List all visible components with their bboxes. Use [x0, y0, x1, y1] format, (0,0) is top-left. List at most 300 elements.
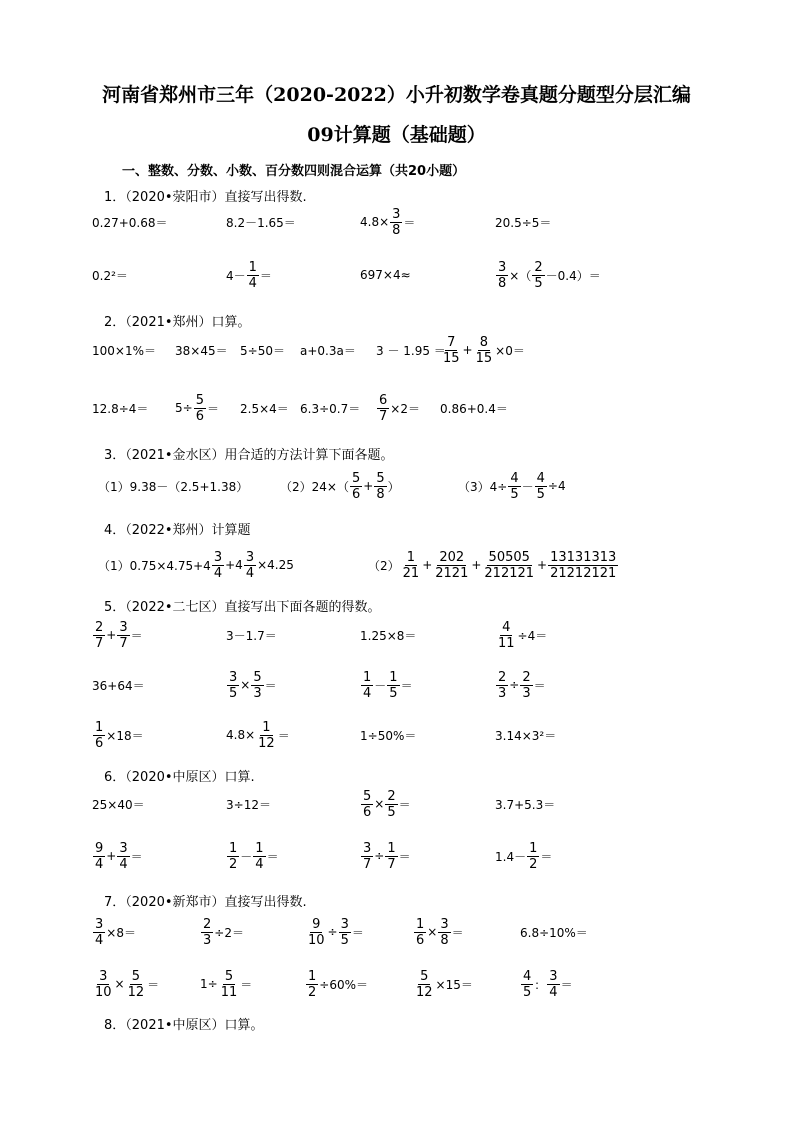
expression-text: ×15＝: [435, 977, 473, 992]
fraction-numerator: 3: [498, 259, 507, 275]
fraction-numerator: 3: [245, 549, 255, 565]
expression-text: ÷: [374, 849, 385, 863]
fraction-denominator: 4: [213, 565, 223, 581]
math-expression: [92, 715, 144, 755]
fraction: [377, 393, 389, 424]
expression-text: ：: [534, 977, 547, 992]
fraction-denominator: 7: [363, 856, 372, 872]
math-expression: [226, 202, 296, 242]
fraction-numerator: 3: [229, 669, 238, 685]
expression-text: ＝: [400, 678, 413, 693]
math-expression: [280, 466, 400, 506]
expression-text: ＝: [277, 728, 290, 743]
fraction-denominator: 3: [203, 932, 212, 948]
question-header: 4．（2022•郑州）计算题: [104, 523, 251, 538]
fraction-numerator: 6: [379, 392, 388, 408]
expression-text: 0.86+0.4＝: [440, 401, 508, 416]
math-expression: [226, 715, 290, 755]
expression-text: ＝: [533, 678, 546, 693]
expression-text: ×（: [509, 268, 532, 283]
fraction-numerator: 1: [529, 840, 538, 856]
fraction: [548, 550, 618, 581]
math-expression: [360, 715, 416, 755]
math-expression: [92, 255, 128, 295]
math-expression: [376, 330, 446, 370]
expression-text: 3÷12＝: [226, 797, 271, 812]
fraction-numerator: 2: [534, 259, 543, 275]
expression-text: 25×40＝: [92, 797, 145, 812]
fraction: [251, 670, 263, 701]
fraction-denominator: 5: [534, 275, 543, 291]
expression-text: 4－: [226, 268, 246, 283]
fraction-numerator: 9: [312, 916, 321, 932]
fraction: [387, 670, 399, 701]
expression-text: （1）0.75×4.75+4: [98, 558, 211, 573]
fraction-numerator: 3: [340, 916, 349, 932]
fraction-numerator: 3: [213, 549, 223, 565]
fraction: [496, 260, 508, 291]
section-heading: 一、整数、分数、小数、百分数四则混合运算（共20小题）: [122, 164, 466, 179]
expression-text: ＝: [351, 925, 364, 940]
fraction-numerator: 3: [363, 840, 372, 856]
fraction-denominator: 5: [340, 932, 349, 948]
fraction: [441, 335, 462, 366]
math-expression: [495, 836, 552, 876]
fraction-denominator: 10: [308, 932, 325, 948]
fraction: [474, 335, 495, 366]
expression-text: 5÷50＝: [240, 343, 285, 358]
fraction: [253, 841, 265, 872]
math-expression: [376, 388, 420, 428]
fraction: [93, 620, 105, 651]
fraction: [126, 969, 147, 1000]
math-expression: [360, 784, 411, 824]
expression-text: 697×4≈: [360, 268, 411, 282]
fraction-denominator: 5: [523, 984, 532, 1000]
fraction-numerator: 3: [549, 968, 558, 984]
math-expression: [458, 466, 566, 506]
fraction-denominator: 4: [248, 275, 257, 291]
fraction-denominator: 4: [119, 856, 128, 872]
fraction: [227, 670, 239, 701]
fraction-denominator: 21: [402, 565, 420, 581]
expression-text: +: [471, 558, 482, 572]
fraction-denominator: 3: [253, 685, 262, 701]
fraction: [527, 841, 539, 872]
expression-text: 1÷50%＝: [360, 728, 417, 743]
question-header: 3．（2021•金水区）用合适的方法计算下面各题。: [104, 448, 394, 463]
math-expression: [368, 545, 619, 585]
expression-text: ＝: [264, 678, 277, 693]
fraction-denominator: 2121: [435, 565, 469, 581]
expression-text: 3.14×3²＝: [495, 728, 557, 743]
expression-text: －: [240, 849, 253, 864]
math-expression: [360, 202, 415, 242]
expression-text: （1）9.38－（2.5+1.38）: [98, 479, 249, 494]
fraction: [433, 550, 470, 581]
math-expression: [413, 912, 464, 952]
fraction: [93, 969, 114, 1000]
fraction-denominator: 2: [529, 856, 538, 872]
fraction-denominator: 7: [379, 408, 388, 424]
fraction-numerator: 1: [248, 259, 257, 275]
fraction-numerator: 4: [502, 619, 511, 635]
fraction-denominator: 12: [127, 984, 145, 1000]
expression-text: ÷4: [547, 479, 566, 493]
expression-text: 4.8×: [226, 728, 256, 742]
fraction: [385, 789, 397, 820]
expression-text: ＝: [451, 925, 464, 940]
expression-text: 3－1.7＝: [226, 628, 277, 643]
question-header: 7．（2020•新郑市）直接写出得数.: [104, 895, 307, 910]
fraction: [93, 720, 105, 751]
fraction: [339, 917, 351, 948]
document-subtitle: 09计算题（基础题）: [307, 124, 486, 146]
fraction-numerator: 5: [363, 788, 372, 804]
fraction: [414, 917, 426, 948]
math-expression: [520, 964, 573, 1004]
expression-text: ÷2＝: [214, 925, 244, 940]
math-expression: [360, 665, 413, 705]
fraction-denominator: 7: [119, 635, 128, 651]
fraction-denominator: 15: [443, 350, 460, 366]
document-title: 河南省郑州市三年（2020-2022）小升初数学卷真题分题型分层汇编: [102, 84, 691, 106]
expression-text: ×8＝: [106, 925, 136, 940]
expression-text: +: [106, 628, 117, 642]
expression-text: ＝: [147, 977, 160, 992]
math-expression: [240, 330, 285, 370]
fraction-numerator: 4: [536, 470, 545, 486]
fraction: [93, 841, 105, 872]
expression-text: 5÷: [175, 401, 193, 415]
expression-text: 1÷: [200, 977, 218, 991]
math-expression: [226, 615, 277, 655]
expression-text: ＝: [259, 268, 272, 283]
fraction-numerator: 3: [119, 840, 128, 856]
math-expression: [440, 388, 508, 428]
fraction-numerator: 5: [224, 968, 234, 984]
expression-text: +: [462, 343, 473, 357]
math-expression: [175, 330, 228, 370]
expression-text: ＝: [398, 797, 411, 812]
fraction-numerator: 1: [406, 549, 416, 565]
fraction: [508, 471, 520, 502]
fraction: [496, 620, 517, 651]
math-expression: [92, 836, 143, 876]
expression-text: ＝: [206, 401, 219, 416]
expression-text: 2.5×4＝: [240, 401, 289, 416]
expression-text: +: [106, 849, 117, 863]
expression-text: －0.4）＝: [545, 268, 601, 283]
fraction-denominator: 3: [522, 685, 531, 701]
math-expression: [495, 784, 555, 824]
expression-text: ÷60%＝: [319, 977, 369, 992]
expression-text: 36+64＝: [92, 678, 145, 693]
expression-text: a+0.3a＝: [300, 343, 356, 358]
fraction-numerator: 2: [95, 619, 104, 635]
expression-text: 0.2²＝: [92, 268, 128, 283]
fraction-denominator: 6: [363, 804, 372, 820]
expression-text: －: [374, 678, 387, 693]
fraction-denominator: 5: [389, 685, 398, 701]
fraction: [535, 471, 547, 502]
fraction-denominator: 11: [220, 984, 238, 1000]
expression-text: +: [422, 558, 433, 572]
fraction: [361, 789, 373, 820]
fraction-numerator: 5: [420, 968, 429, 984]
fraction-denominator: 6: [95, 735, 104, 751]
fraction: [117, 620, 129, 651]
expression-text: 12.8÷4＝: [92, 401, 149, 416]
fraction-numerator: 2: [498, 669, 507, 685]
math-expression: [175, 388, 219, 428]
math-expression: [240, 388, 289, 428]
fraction-denominator: 212121: [484, 565, 535, 581]
fraction: [438, 917, 450, 948]
math-expression: [226, 665, 277, 705]
expression-text: ＝: [130, 849, 143, 864]
expression-text: 38×45＝: [175, 343, 228, 358]
fraction-denominator: 2: [308, 984, 317, 1000]
math-expression: [520, 912, 588, 952]
fraction-denominator: 6: [351, 486, 361, 502]
fraction-denominator: 4: [95, 856, 104, 872]
fraction-numerator: 1: [363, 669, 372, 685]
fraction-denominator: 8: [498, 275, 507, 291]
expression-text: ＝: [130, 628, 143, 643]
fraction-numerator: 1: [255, 840, 264, 856]
fraction-denominator: 4: [363, 685, 372, 701]
math-expression: [92, 615, 143, 655]
expression-text: +: [363, 479, 374, 493]
fraction-denominator: 12: [416, 984, 433, 1000]
question-header: 6．（2020•中原区）口算.: [104, 770, 255, 785]
fraction-denominator: 11: [498, 635, 515, 651]
math-expression: [495, 255, 601, 295]
expression-text: ×2＝: [390, 401, 420, 416]
fraction-numerator: 5: [131, 968, 141, 984]
math-expression: [92, 912, 136, 952]
expression-text: ×0＝: [495, 343, 525, 358]
fraction-denominator: 5: [387, 804, 396, 820]
fraction: [93, 917, 105, 948]
math-expression: [305, 964, 368, 1004]
math-expression: [495, 665, 546, 705]
math-expression: [98, 545, 294, 585]
expression-text: 4.8×: [360, 215, 390, 229]
expression-text: ＝: [266, 849, 279, 864]
fraction: [532, 260, 544, 291]
fraction-numerator: 2: [522, 669, 531, 685]
fraction: [361, 841, 373, 872]
math-expression: [92, 784, 145, 824]
math-expression: [92, 665, 145, 705]
fraction-denominator: 15: [475, 350, 493, 366]
fraction: [247, 260, 259, 291]
expression-text: ÷: [327, 925, 338, 939]
fraction-denominator: 2: [229, 856, 238, 872]
expression-text: ＝: [403, 215, 416, 230]
expression-text: （2）24×（: [280, 479, 349, 494]
fraction: [374, 471, 386, 502]
math-expression: [360, 615, 416, 655]
fraction-numerator: 13131313: [550, 549, 617, 565]
fraction-denominator: 3: [498, 685, 507, 701]
expression-text: ＝: [398, 849, 411, 864]
fraction-numerator: 1: [387, 840, 396, 856]
expression-text: ＝: [240, 977, 253, 992]
expression-text: ×18＝: [106, 728, 144, 743]
expression-text: ÷: [509, 678, 520, 692]
expression-text: 6.8÷10%＝: [520, 925, 588, 940]
fraction-numerator: 5: [376, 470, 385, 486]
fraction: [244, 550, 256, 581]
fraction: [482, 550, 536, 581]
expression-text: 1.25×8＝: [360, 628, 417, 643]
fraction: [401, 550, 422, 581]
fraction: [227, 841, 239, 872]
fraction-numerator: 5: [351, 470, 361, 486]
fraction: [219, 969, 240, 1000]
math-expression: [413, 964, 473, 1004]
math-expression: [92, 330, 156, 370]
fraction-numerator: 7: [447, 334, 456, 350]
expression-text: 8.2－1.65＝: [226, 215, 296, 230]
fraction: [361, 670, 373, 701]
fraction-numerator: 4: [510, 470, 519, 486]
math-expression: [200, 964, 252, 1004]
fraction-numerator: 9: [95, 840, 104, 856]
expression-text: 20.5÷5＝: [495, 215, 552, 230]
math-expression: [360, 255, 411, 295]
fraction: [496, 670, 508, 701]
fraction-numerator: 1: [262, 719, 271, 735]
math-expression: [92, 964, 159, 1004]
expression-text: ×: [374, 797, 385, 811]
math-expression: [300, 330, 356, 370]
fraction-numerator: 3: [392, 206, 401, 222]
expression-text: 3.7+5.3＝: [495, 797, 556, 812]
fraction-denominator: 5: [536, 486, 545, 502]
question-header: 5．（2022•二七区）直接写出下面各题的得数。: [104, 600, 381, 615]
fraction-numerator: 5: [253, 669, 262, 685]
expression-text: 0.27+0.68＝: [92, 215, 168, 230]
math-expression: [495, 715, 556, 755]
expression-text: +4: [225, 558, 243, 572]
fraction-numerator: 1: [229, 840, 238, 856]
fraction: [385, 841, 397, 872]
fraction-denominator: 5: [229, 685, 238, 701]
fraction: [306, 969, 318, 1000]
math-expression: [440, 330, 525, 370]
fraction: [520, 670, 532, 701]
fraction: [350, 471, 362, 502]
fraction: [390, 207, 402, 238]
fraction-numerator: 3: [95, 916, 104, 932]
fraction-denominator: 6: [416, 932, 425, 948]
fraction-denominator: 5: [510, 486, 519, 502]
expression-text: ×4.25: [257, 558, 294, 572]
fraction-denominator: 8: [376, 486, 385, 502]
fraction-numerator: 2: [387, 788, 396, 804]
fraction-numerator: 8: [479, 334, 489, 350]
math-expression: [360, 836, 411, 876]
expression-text: 6.3÷0.7＝: [300, 401, 361, 416]
expression-text: 3 － 1.95 ＝: [376, 343, 446, 358]
fraction-numerator: 1: [389, 669, 398, 685]
fraction-numerator: 50505: [488, 549, 530, 565]
expression-text: ×: [240, 678, 251, 692]
math-expression: [300, 388, 360, 428]
math-expression: [200, 912, 244, 952]
fraction-numerator: 1: [416, 916, 425, 932]
fraction: [414, 969, 435, 1000]
fraction-denominator: 7: [387, 856, 396, 872]
math-expression: [305, 912, 364, 952]
fraction-denominator: 21212121: [550, 565, 617, 581]
expression-text: ×: [114, 977, 125, 991]
fraction: [256, 720, 277, 751]
fraction: [201, 917, 213, 948]
fraction-numerator: 4: [523, 968, 532, 984]
fraction-numerator: 3: [440, 916, 449, 932]
fraction-denominator: 7: [95, 635, 104, 651]
expression-text: ＝: [560, 977, 573, 992]
fraction-numerator: 202: [439, 549, 465, 565]
expression-text: ）: [387, 479, 400, 494]
question-header: 8．（2021•中原区）口算。: [104, 1018, 264, 1033]
fraction: [547, 969, 559, 1000]
expression-text: ＝: [540, 849, 553, 864]
math-expression: [495, 615, 547, 655]
question-header: 2．（2021•郑州）口算。: [104, 315, 251, 330]
fraction-denominator: 12: [258, 735, 275, 751]
math-expression: [92, 202, 168, 242]
fraction: [306, 917, 327, 948]
fraction-denominator: 8: [440, 932, 449, 948]
fraction-denominator: 10: [95, 984, 112, 1000]
fraction-numerator: 5: [195, 392, 204, 408]
expression-text: －: [521, 479, 534, 494]
fraction: [212, 550, 224, 581]
fraction-denominator: 6: [195, 408, 204, 424]
fraction: [521, 969, 533, 1000]
fraction-numerator: 1: [95, 719, 104, 735]
fraction-numerator: 1: [308, 968, 317, 984]
fraction-numerator: 3: [99, 968, 108, 984]
expression-text: ×: [427, 925, 438, 939]
math-expression: [226, 255, 272, 295]
expression-text: 1.4－: [495, 849, 527, 864]
fraction-denominator: 8: [392, 222, 401, 238]
expression-text: ÷4＝: [517, 628, 548, 643]
fraction-numerator: 2: [203, 916, 212, 932]
expression-text: 100×1%＝: [92, 343, 156, 358]
fraction: [117, 841, 129, 872]
question-header: 1．（2020•荥阳市）直接写出得数.: [104, 190, 307, 205]
expression-text: （2）: [368, 558, 400, 573]
fraction: [194, 393, 206, 424]
math-expression: [92, 388, 148, 428]
math-expression: [226, 836, 279, 876]
fraction-denominator: 4: [255, 856, 264, 872]
expression-text: （3）4÷: [458, 479, 508, 494]
fraction-numerator: 3: [119, 619, 128, 635]
math-expression: [98, 466, 248, 506]
fraction-denominator: 4: [245, 565, 255, 581]
expression-text: +: [537, 558, 548, 572]
fraction-denominator: 4: [549, 984, 558, 1000]
